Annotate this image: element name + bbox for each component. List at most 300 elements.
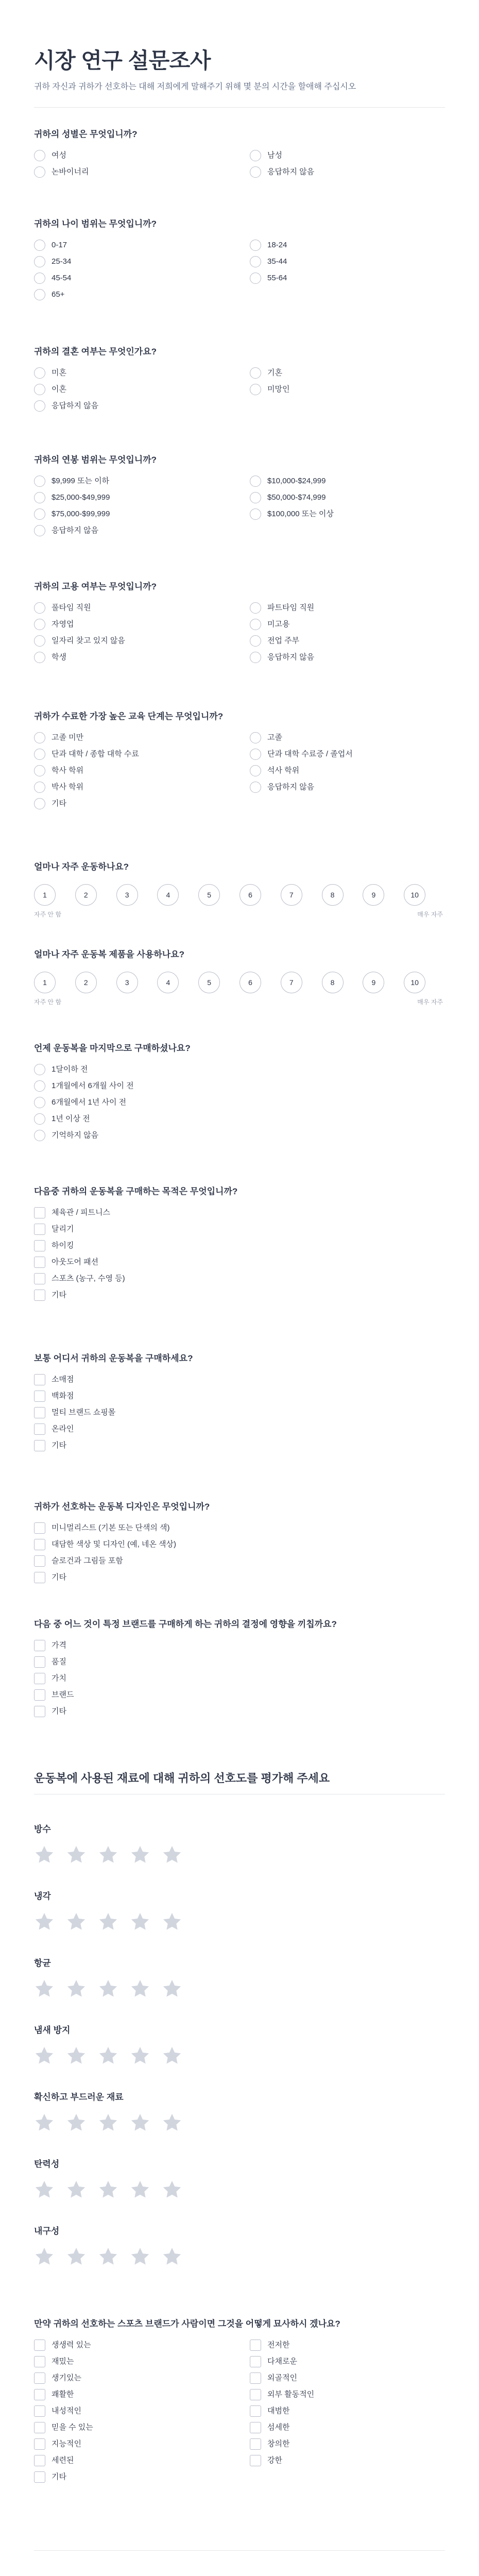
radio-button[interactable] [34, 492, 45, 503]
star-rating [34, 2112, 445, 2133]
checkbox-option[interactable] [34, 2372, 229, 2384]
checkbox[interactable] [34, 1689, 45, 1701]
checkbox[interactable] [34, 1257, 45, 1268]
scale-option[interactable]: 9 [363, 972, 384, 993]
checkbox-option[interactable] [34, 2471, 229, 2483]
scale-option[interactable]: 10 [404, 884, 425, 906]
option-label: 하이킹 [52, 1241, 74, 1250]
rating-question [0, 1891, 479, 1932]
star-icon[interactable] [162, 1978, 182, 1999]
checkbox[interactable] [34, 1374, 45, 1385]
checkbox-option[interactable] [34, 2421, 229, 2433]
radio-option[interactable] [34, 149, 229, 161]
radio-option[interactable] [34, 748, 229, 760]
scale-option[interactable]: 5 [198, 884, 220, 906]
header-divider [34, 107, 445, 108]
checkbox-option[interactable] [34, 1240, 445, 1251]
radio-option[interactable] [250, 732, 445, 743]
radio-option[interactable] [250, 492, 445, 503]
radio-button[interactable] [34, 509, 45, 520]
page-subtitle: 귀하 자신과 귀하가 선호하는 대해 저희에게 말해주기 위해 몇 분의 시간을 할애해 주십시오 [34, 82, 356, 91]
scale-option[interactable]: 6 [239, 884, 261, 906]
radio-option[interactable] [250, 781, 445, 793]
option-label: 섬세한 [267, 2422, 290, 2432]
checkbox[interactable] [34, 1423, 45, 1435]
star-icon[interactable] [34, 1911, 55, 1932]
star-icon[interactable] [162, 2112, 182, 2133]
checkbox[interactable] [250, 2389, 261, 2400]
checkbox-option[interactable] [34, 1571, 445, 1583]
checkbox[interactable] [34, 2422, 45, 2433]
radio-option[interactable] [34, 524, 229, 536]
option-label: 1개월에서 6개월 사이 전 [52, 1081, 134, 1090]
radio-button[interactable] [34, 1064, 45, 1075]
question-label: 다음중 귀하의 운동복을 구매하는 목적은 무엇입니까? [34, 1187, 238, 1196]
checkbox-option[interactable] [34, 1406, 445, 1418]
checkbox-option[interactable] [250, 2421, 445, 2433]
question-gear-frequency [0, 949, 479, 1006]
scale-ends [34, 997, 443, 1006]
scale-option[interactable]: 8 [322, 972, 344, 993]
scale-option[interactable]: 1 [34, 972, 56, 993]
checkbox[interactable] [250, 2455, 261, 2466]
scale-cell [404, 884, 445, 906]
radio-option[interactable] [34, 732, 229, 743]
radio-option[interactable] [34, 798, 229, 809]
checkbox-option[interactable] [34, 1390, 445, 1402]
star-icon[interactable] [130, 1978, 150, 1999]
checkbox[interactable] [34, 1640, 45, 1651]
star-icon[interactable] [34, 2246, 55, 2267]
radio-option[interactable] [34, 635, 229, 647]
checkbox[interactable] [250, 2422, 261, 2433]
star-rating [34, 2045, 445, 2066]
scale-option[interactable]: 3 [116, 972, 138, 993]
radio-button[interactable] [250, 732, 261, 743]
checkbox[interactable] [34, 1555, 45, 1567]
scale-cell [239, 884, 281, 906]
option-label: 품질 [52, 1657, 66, 1666]
checkbox-option[interactable] [34, 1555, 445, 1567]
star-icon[interactable] [34, 2045, 55, 2066]
star-icon[interactable] [162, 1911, 182, 1932]
radio-option[interactable] [250, 475, 445, 487]
star-icon[interactable] [162, 1844, 182, 1865]
radio-button[interactable] [34, 1113, 45, 1125]
star-icon[interactable] [98, 2045, 118, 2066]
checkbox[interactable] [34, 2356, 45, 2367]
radio-option[interactable] [34, 781, 229, 793]
option-label: 미망인 [267, 384, 290, 394]
radio-button[interactable] [34, 619, 45, 630]
radio-option[interactable] [34, 651, 229, 663]
radio-button[interactable] [250, 635, 261, 647]
scale-cell [363, 884, 404, 906]
radio-button[interactable] [250, 509, 261, 520]
radio-option[interactable] [34, 1096, 445, 1108]
radio-option[interactable] [250, 166, 445, 178]
question-design [0, 1501, 479, 1583]
radio-button[interactable] [34, 732, 45, 743]
scale-cell [157, 884, 198, 906]
rating-question [0, 1958, 479, 1999]
radio-button[interactable] [34, 367, 45, 379]
scale-high-label: 매우 자주 [417, 911, 443, 918]
option-label: 45-54 [52, 273, 72, 282]
radio-group [34, 602, 445, 663]
option-label: 학생 [52, 652, 66, 662]
radio-option[interactable] [250, 651, 445, 663]
radio-option[interactable] [250, 256, 445, 267]
star-icon[interactable] [98, 2246, 118, 2267]
star-icon[interactable] [130, 1844, 150, 1865]
question-label: 방수 [34, 1824, 51, 1834]
star-icon[interactable] [66, 2246, 87, 2267]
radio-button[interactable] [34, 602, 45, 614]
radio-option[interactable] [250, 602, 445, 614]
checkbox-option[interactable] [34, 1705, 445, 1717]
radio-option[interactable] [250, 272, 445, 284]
option-label: 기억하지 않음 [52, 1130, 99, 1140]
star-icon[interactable] [34, 1978, 55, 1999]
star-icon[interactable] [98, 1844, 118, 1865]
checkbox-option[interactable] [34, 1672, 445, 1684]
radio-button[interactable] [34, 1097, 45, 1108]
star-icon[interactable] [130, 1911, 150, 1932]
checkbox-option[interactable] [34, 1289, 445, 1301]
question-label: 만약 귀하의 선호하는 스포츠 브랜드가 사람이면 그것을 어떻게 묘사하시 겠나요? [34, 2319, 340, 2329]
checkbox[interactable] [34, 1407, 45, 1418]
option-label: 재밌는 [52, 2357, 74, 2366]
option-label: 전업 주부 [267, 636, 300, 645]
option-label: 대담한 색상 및 디자인 (예, 네온 색상) [52, 1539, 177, 1549]
star-icon[interactable] [162, 2246, 182, 2267]
checkbox[interactable] [34, 1706, 45, 1717]
scale-option[interactable]: 7 [281, 972, 302, 993]
radio-button[interactable] [34, 749, 45, 760]
checkbox[interactable] [34, 1391, 45, 1402]
checkbox[interactable] [34, 2372, 45, 2384]
star-icon[interactable] [34, 2112, 55, 2133]
checkbox-option[interactable] [34, 1639, 445, 1651]
radio-option[interactable] [34, 1080, 445, 1092]
rating-question [0, 2226, 479, 2267]
checkbox[interactable] [34, 2405, 45, 2417]
checkbox-option[interactable] [250, 2388, 445, 2400]
scale-option[interactable]: 4 [157, 972, 179, 993]
option-label: 고졸 [267, 733, 282, 742]
radio-option[interactable] [34, 618, 229, 630]
checkbox-option[interactable] [34, 1374, 445, 1385]
radio-button[interactable] [250, 492, 261, 503]
checkbox[interactable] [250, 2356, 261, 2367]
scale-cell [239, 972, 281, 993]
star-icon[interactable] [66, 2112, 87, 2133]
checkbox-option[interactable] [250, 2339, 445, 2351]
star-icon[interactable] [162, 2179, 182, 2200]
radio-option[interactable] [250, 508, 445, 520]
scale-option[interactable]: 8 [322, 884, 344, 906]
radio-option[interactable] [34, 272, 229, 284]
checkbox-option[interactable] [34, 1273, 445, 1284]
radio-button[interactable] [250, 367, 261, 379]
option-label: 기타 [52, 1706, 66, 1716]
checkbox-option[interactable] [34, 1522, 445, 1534]
radio-button[interactable] [34, 525, 45, 536]
checkbox-option[interactable] [34, 1223, 445, 1235]
star-icon[interactable] [66, 2045, 87, 2066]
checkbox[interactable] [34, 2340, 45, 2351]
option-label: $50,000-$74,999 [267, 493, 326, 502]
checkbox-option[interactable] [34, 1256, 445, 1268]
radio-option[interactable] [250, 765, 445, 776]
question-label: 얼마나 자주 운동복 제품을 사용하나요? [34, 950, 185, 959]
option-label: 온라인 [52, 1424, 74, 1433]
option-label: 1년 이상 전 [52, 1114, 90, 1123]
form-header [0, 0, 479, 107]
option-label: 65+ [52, 290, 65, 299]
checkbox-group [34, 1522, 445, 1583]
checkbox[interactable] [34, 1656, 45, 1668]
radio-group [34, 239, 445, 300]
radio-option[interactable] [250, 618, 445, 630]
radio-option[interactable] [250, 635, 445, 647]
checkbox[interactable] [34, 2471, 45, 2483]
radio-option[interactable] [34, 289, 229, 300]
scale-option[interactable]: 7 [281, 884, 302, 906]
scale-option[interactable]: 1 [34, 884, 56, 906]
radio-button[interactable] [34, 256, 45, 267]
star-rating [34, 2246, 445, 2267]
radio-option[interactable] [34, 1129, 445, 1141]
checkbox-option[interactable] [34, 1439, 445, 1451]
scale-option[interactable]: 9 [363, 884, 384, 906]
scale-cell [198, 972, 239, 993]
option-label: 슬로건과 그림들 포함 [52, 1556, 123, 1565]
scale-option[interactable]: 3 [116, 884, 138, 906]
radio-button[interactable] [34, 400, 45, 412]
star-icon[interactable] [98, 2112, 118, 2133]
checkbox-option[interactable] [34, 2355, 229, 2367]
star-icon[interactable] [130, 2112, 150, 2133]
checkbox-option[interactable] [34, 1207, 445, 1218]
star-icon[interactable] [130, 2179, 150, 2200]
checkbox[interactable] [34, 1240, 45, 1251]
scale-option[interactable]: 2 [75, 884, 97, 906]
question-label: 다음 중 어느 것이 특정 브랜드를 구매하게 하는 귀하의 결정에 영향을 끼칩까요? [34, 1619, 337, 1629]
radio-button[interactable] [34, 798, 45, 809]
checkbox-option[interactable] [250, 2372, 445, 2384]
option-label: 응답하지 않음 [267, 782, 315, 791]
radio-button[interactable] [34, 150, 45, 161]
radio-button[interactable] [250, 619, 261, 630]
radio-button[interactable] [250, 240, 261, 251]
radio-option[interactable] [34, 383, 229, 395]
radio-button[interactable] [34, 240, 45, 251]
radio-group [34, 149, 445, 178]
question-exercise-frequency [0, 861, 479, 919]
checkbox[interactable] [34, 1207, 45, 1218]
radio-option[interactable] [250, 149, 445, 161]
radio-button[interactable] [250, 384, 261, 395]
star-icon[interactable] [34, 2179, 55, 2200]
checkbox-option[interactable] [34, 2388, 229, 2400]
radio-button[interactable] [34, 273, 45, 284]
checkbox[interactable] [34, 1572, 45, 1583]
radio-button[interactable] [34, 289, 45, 300]
radio-option[interactable] [34, 1063, 445, 1075]
radio-button[interactable] [250, 476, 261, 487]
rating-question [0, 1824, 479, 1865]
checkbox[interactable] [34, 1539, 45, 1550]
checkbox-option[interactable] [34, 2339, 229, 2351]
option-label: 파트타임 직원 [267, 603, 315, 612]
radio-button[interactable] [34, 1130, 45, 1141]
radio-button[interactable] [34, 652, 45, 663]
checkbox-option[interactable] [250, 2355, 445, 2367]
radio-option[interactable] [250, 239, 445, 251]
scale-option[interactable]: 4 [157, 884, 179, 906]
option-label: 기타 [52, 1440, 66, 1450]
option-label: 기타 [52, 1572, 66, 1582]
radio-button[interactable] [250, 273, 261, 284]
question-label: 귀하의 나이 범위는 무엇입니까? [34, 219, 157, 229]
option-label: 외부 활동적인 [267, 2389, 315, 2399]
scale-cell [116, 972, 158, 993]
radio-option[interactable] [250, 748, 445, 760]
checkbox[interactable] [34, 1440, 45, 1451]
checkbox-group [34, 2339, 445, 2483]
star-icon[interactable] [98, 1978, 118, 1999]
radio-option[interactable] [34, 602, 229, 614]
checkbox[interactable] [250, 2438, 261, 2450]
section-title: 운동복에 사용된 재료에 대해 귀하의 선호도를 평가해 주세요 [34, 1772, 330, 1785]
scale-option[interactable]: 5 [198, 972, 220, 993]
option-label: 생생력 있는 [52, 2340, 91, 2349]
star-icon[interactable] [66, 1911, 87, 1932]
option-label: 여성 [52, 150, 66, 160]
checkbox-option[interactable] [250, 2454, 445, 2466]
checkbox-option[interactable] [34, 1656, 445, 1668]
scale-low-label: 자주 안 함 [34, 911, 62, 918]
checkbox[interactable] [250, 2340, 261, 2351]
checkbox[interactable] [34, 2438, 45, 2450]
star-icon[interactable] [130, 2045, 150, 2066]
checkbox-option[interactable] [250, 2405, 445, 2417]
rating-question [0, 2159, 479, 2200]
checkbox-option[interactable] [34, 2405, 229, 2417]
radio-option[interactable] [250, 367, 445, 379]
scale-cell [157, 972, 198, 993]
star-icon[interactable] [34, 1844, 55, 1865]
question-personality [0, 2318, 479, 2483]
radio-button[interactable] [250, 166, 261, 178]
radio-option[interactable] [34, 239, 229, 251]
option-label: 창의한 [267, 2439, 290, 2448]
option-label: 생기있는 [52, 2373, 81, 2382]
option-label: 풀타임 직원 [52, 603, 91, 612]
scale-cell [34, 884, 75, 906]
option-label: 달리기 [52, 1224, 74, 1233]
question-label: 보통 어디서 귀하의 운동복을 구매하세요? [34, 1353, 193, 1363]
star-icon[interactable] [130, 2246, 150, 2267]
question-purpose [0, 1186, 479, 1301]
scale-option[interactable]: 10 [404, 972, 425, 993]
radio-button[interactable] [34, 476, 45, 487]
star-icon[interactable] [66, 1978, 87, 1999]
radio-button[interactable] [34, 635, 45, 647]
checkbox[interactable] [34, 2455, 45, 2466]
radio-button[interactable] [250, 765, 261, 776]
radio-option[interactable] [250, 383, 445, 395]
radio-option[interactable] [34, 166, 229, 178]
checkbox[interactable] [34, 1290, 45, 1301]
radio-option[interactable] [34, 492, 229, 503]
checkbox-option[interactable] [34, 1689, 445, 1701]
scale-cell [281, 884, 322, 906]
checkbox-option[interactable] [34, 1423, 445, 1435]
option-label: 석사 학위 [267, 766, 300, 775]
option-label: 외골적인 [267, 2373, 297, 2382]
checkbox[interactable] [34, 1673, 45, 1684]
radio-button[interactable] [250, 602, 261, 614]
question-label: 탄력성 [34, 2159, 60, 2169]
radio-option[interactable] [34, 508, 229, 520]
radio-button[interactable] [34, 384, 45, 395]
radio-button[interactable] [34, 782, 45, 793]
radio-option[interactable] [34, 1113, 445, 1125]
star-icon[interactable] [66, 2179, 87, 2200]
radio-button[interactable] [250, 150, 261, 161]
radio-button[interactable] [34, 765, 45, 776]
radio-button[interactable] [34, 1080, 45, 1092]
checkbox[interactable] [34, 1273, 45, 1284]
option-label: 남성 [267, 150, 282, 160]
checkbox-option[interactable] [34, 2438, 229, 2450]
radio-button[interactable] [34, 166, 45, 178]
radio-option[interactable] [34, 367, 229, 379]
question-income [0, 454, 479, 536]
checkbox[interactable] [34, 1224, 45, 1235]
checkbox[interactable] [250, 2372, 261, 2384]
radio-button[interactable] [250, 749, 261, 760]
checkbox[interactable] [34, 2389, 45, 2400]
radio-option[interactable] [34, 256, 229, 267]
star-rating [34, 2179, 445, 2200]
checkbox[interactable] [250, 2405, 261, 2417]
radio-button[interactable] [250, 652, 261, 663]
star-icon[interactable] [98, 1911, 118, 1932]
scale-low-label: 자주 안 함 [34, 998, 62, 1006]
checkbox-option[interactable] [250, 2438, 445, 2450]
radio-option[interactable] [34, 765, 229, 776]
scale-option[interactable]: 6 [239, 972, 261, 993]
question-employment [0, 581, 479, 663]
checkbox[interactable] [34, 1522, 45, 1534]
radio-button[interactable] [250, 782, 261, 793]
scale-option[interactable]: 2 [75, 972, 97, 993]
checkbox-option[interactable] [34, 1538, 445, 1550]
star-icon[interactable] [66, 1844, 87, 1865]
radio-option[interactable] [34, 400, 229, 412]
star-icon[interactable] [98, 2179, 118, 2200]
radio-button[interactable] [250, 256, 261, 267]
rating-question [0, 2092, 479, 2133]
checkbox-option[interactable] [34, 2454, 229, 2466]
rating-question [0, 2025, 479, 2066]
radio-option[interactable] [34, 475, 229, 487]
star-icon[interactable] [162, 2045, 182, 2066]
